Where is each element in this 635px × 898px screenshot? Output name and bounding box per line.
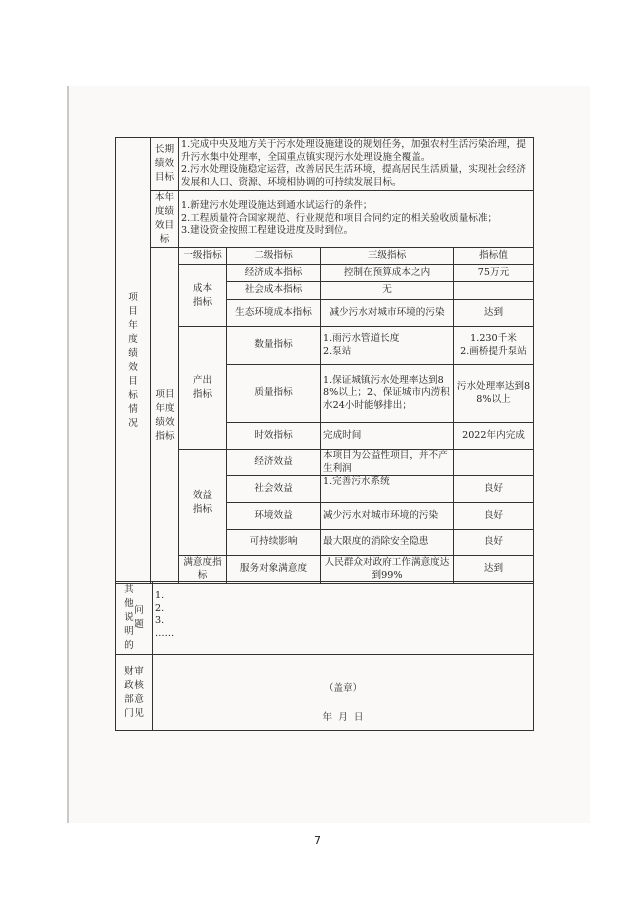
level3-cell: 1.完善污水系统 — [321, 476, 454, 503]
section-label-cell — [116, 138, 151, 584]
annual-label-cell — [151, 191, 179, 248]
annual-text — [179, 191, 534, 248]
value-line: 2.画桥提升泵站 — [460, 345, 527, 357]
indicator-group-label: 项目年度绩效指标 — [155, 388, 175, 442]
level3-cell: 1.保证城镇污水处理率达到88%以上；2、保证城市内涝积水24小时能够排出； — [321, 365, 454, 423]
level3-cell: 完成时间 — [321, 423, 454, 450]
header-level3: 三级指标 — [321, 248, 454, 265]
value-cell: 达到 — [454, 300, 534, 327]
level3-cell: 减少污水对城市环境的污染 — [321, 300, 454, 327]
notes-table — [115, 581, 534, 731]
other-label: 其他说明的 — [124, 584, 134, 651]
level3-cell: 无 — [321, 282, 454, 300]
note-line: 3. — [155, 615, 165, 626]
annual-label: 本年度绩效目标 — [154, 192, 175, 245]
long-term-label: 长期绩效目标 — [154, 144, 175, 183]
level2-cell: 社会效益 — [227, 476, 321, 503]
header-value: 指标值 — [454, 248, 534, 265]
finance-label-cell — [116, 655, 153, 731]
value-cell — [454, 327, 534, 365]
cost-label: 成本指标 — [179, 265, 227, 327]
level3-line: 1.雨污水管道长度 — [323, 333, 400, 344]
level2-cell: 生态环境成本指标 — [227, 300, 321, 327]
level3-cell: 减少污水对城市环境的污染 — [321, 503, 454, 530]
annual-goal-3: 3.建设资金按照工程建设进度及时到位。 — [181, 225, 354, 237]
level2-cell: 质量指标 — [227, 365, 321, 423]
level2-cell: 时效指标 — [227, 423, 321, 450]
other-notes — [153, 582, 534, 655]
level2-cell: 服务对象满意度 — [227, 556, 321, 584]
level2-cell: 经济效益 — [227, 450, 321, 476]
level3-cell: 本项目为公益性项目，并不产生利润 — [321, 450, 454, 476]
value-cell: 良好 — [454, 476, 534, 503]
output-label: 产出指标 — [179, 327, 227, 450]
satisfaction-label: 满意度指标 — [179, 556, 227, 584]
table-row — [116, 450, 534, 476]
note-line: 1. — [155, 590, 165, 601]
table-row — [116, 327, 534, 365]
value-cell: 良好 — [454, 503, 534, 530]
value-cell: 达到 — [454, 556, 534, 584]
value-cell — [454, 282, 534, 300]
note-line: 2. — [155, 602, 165, 614]
page-number: 7 — [314, 834, 321, 847]
indicator-group-cell — [151, 248, 179, 584]
header-level1: 一级指标 — [179, 248, 227, 265]
level3-cell: 控制在预算成本之内 — [321, 265, 454, 282]
other-label-sub: 问题 — [134, 605, 144, 630]
performance-goals-table — [115, 137, 534, 584]
level2-cell: 环境效益 — [227, 503, 321, 530]
annual-goal-1: 1.新建污水处理设施达到通水试运行的条件； — [181, 200, 373, 212]
table-row — [116, 265, 534, 282]
value-cell: 75万元 — [454, 265, 534, 282]
other-label-cell — [116, 582, 153, 655]
finance-label-sub: 审核意见 — [134, 665, 144, 719]
date-text: 年 月 日 — [322, 711, 364, 723]
seal-text: （盖章） — [323, 683, 363, 694]
table-row — [116, 556, 534, 584]
long-term-goal-2: 2.污水处理设施稳定运营，改善居民生活环境，提高居民生活质量，实现社会经济发展和人口、资源、环境相协调的可持续发展目标。 — [181, 164, 526, 188]
value-cell: 污水处理率达到88%以上 — [454, 365, 534, 423]
level3-line: 2.泵站 — [323, 345, 352, 357]
level2-cell: 经济成本指标 — [227, 265, 321, 282]
level3-cell — [321, 327, 454, 365]
section-label: 项目年度绩效目标情况 — [128, 291, 138, 429]
level3-cell: 最大限度的消除安全隐患 — [321, 530, 454, 556]
benefit-label: 效益指标 — [179, 450, 227, 556]
long-term-text — [179, 138, 534, 191]
value-cell — [454, 450, 534, 476]
long-term-goal-1: 1.完成中央及地方关于污水处理设施建设的规划任务，加强农村生活污染治理，提升污水集中处理率，全国重点镇实现污水处理设施全覆盖。 — [181, 139, 526, 163]
level2-cell: 可持续影响 — [227, 530, 321, 556]
value-cell: 2022年内完成 — [454, 423, 534, 450]
level3-cell: 人民群众对政府工作满意度达到99% — [321, 556, 454, 584]
note-line: …… — [155, 627, 175, 639]
long-term-label-cell — [151, 138, 179, 191]
finance-label: 财政部门 — [124, 665, 134, 719]
annual-goal-2: 2.工程质量符合国家规范、行业规范和项目合同约定的相关验收质量标准； — [181, 212, 498, 224]
value-line: 1.230千米 — [470, 333, 517, 344]
finance-opinion — [153, 655, 534, 731]
header-level2: 二级指标 — [227, 248, 321, 265]
level2-cell: 社会成本指标 — [227, 282, 321, 300]
level2-cell: 数量指标 — [227, 327, 321, 365]
value-cell: 良好 — [454, 530, 534, 556]
